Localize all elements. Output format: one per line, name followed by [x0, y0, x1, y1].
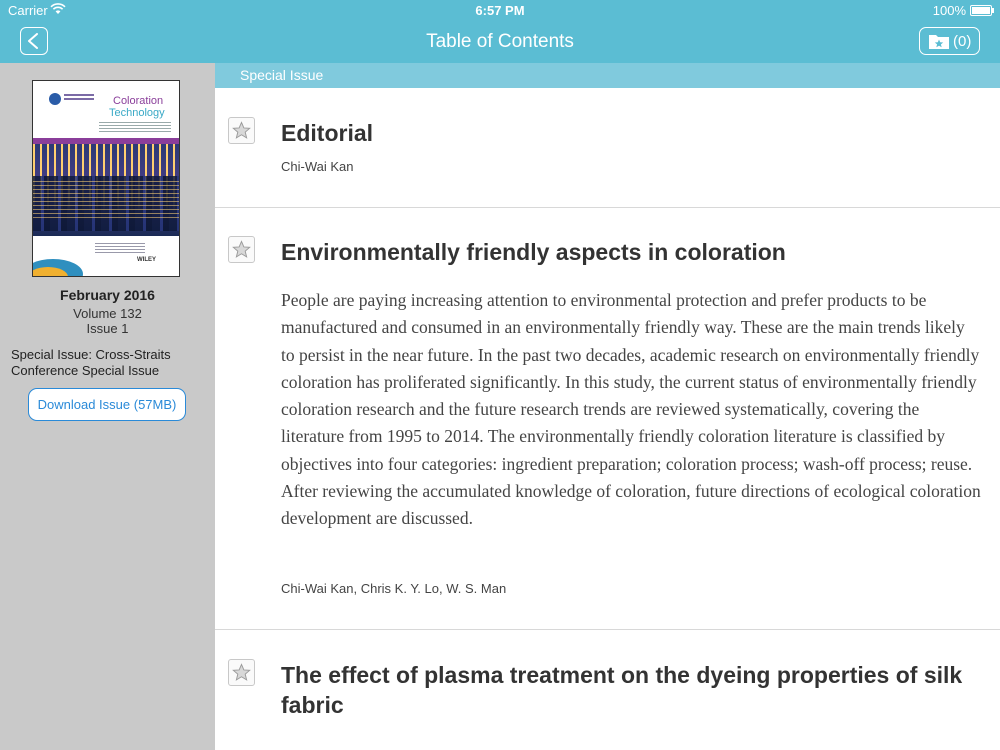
download-issue-button[interactable]: Download Issue (57MB) — [28, 388, 186, 421]
star-folder-icon — [928, 32, 950, 50]
special-issue-label: Special Issue: Cross-Straits Conference Special Issue — [11, 347, 171, 378]
star-icon — [232, 663, 251, 682]
navigation-bar — [0, 20, 1000, 63]
cover-title-line1: Coloration — [113, 95, 164, 107]
publisher-logo: WILEY — [137, 257, 156, 263]
issue-volume: Volume 132 — [73, 306, 142, 321]
article-authors: Chi-Wai Kan — [281, 159, 354, 174]
battery-icon — [970, 5, 992, 16]
article-title[interactable]: The effect of plasma treatment on the dyeing properties of silk fabric — [281, 662, 963, 718]
favorites-button[interactable] — [919, 27, 980, 55]
carrier-label: Carrier — [8, 3, 48, 18]
article-title[interactable]: Editorial — [281, 120, 374, 146]
issue-sidebar — [0, 63, 215, 750]
article-title[interactable]: Environmentally friendly aspects in coloration — [281, 239, 786, 265]
issue-date: February 2016 — [60, 287, 155, 303]
article-item[interactable] — [215, 88, 1000, 208]
favorites-count: (0) — [953, 33, 972, 50]
article-abstract: People are paying increasing attention to environmental protection and prefer products to be manufactured and consumed in an environmentally friendly way. These are the main trends likely to persist in the near future. In the past two decades, academic research on environmentally friendly coloration has proliferated significantly. In this study, the current status of environmentally friendly coloration research and the future research trends are reviewed systematically, covering the literature from 1995 to 2014. The environmentally friendly coloration literature is classified by objectives into four categories: ingredient preparation; coloration process; wash-off process; reuse. After reviewing the accumulated knowledge of coloration, future directions of ecological coloration development are discussed. — [281, 290, 981, 529]
article-item[interactable] — [215, 207, 1000, 630]
section-header — [215, 63, 1000, 88]
clock: 6:57 PM — [475, 3, 525, 18]
article-item[interactable] — [215, 630, 1000, 750]
favorite-toggle[interactable] — [228, 236, 255, 263]
favorite-toggle[interactable] — [228, 117, 255, 144]
star-icon — [232, 121, 251, 140]
page-title: Table of Contents — [426, 31, 574, 52]
status-bar — [0, 0, 1000, 20]
journal-cover[interactable] — [32, 80, 180, 277]
section-title: Special Issue — [240, 67, 324, 83]
star-icon — [232, 240, 251, 259]
article-authors: Chi-Wai Kan, Chris K. Y. Lo, W. S. Man — [281, 581, 507, 596]
cover-title-line2: Technology — [109, 107, 165, 119]
battery-percent: 100% — [932, 3, 966, 18]
favorite-toggle[interactable] — [228, 659, 255, 686]
society-logo-icon — [49, 93, 61, 105]
issue-number: Issue 1 — [86, 321, 129, 336]
